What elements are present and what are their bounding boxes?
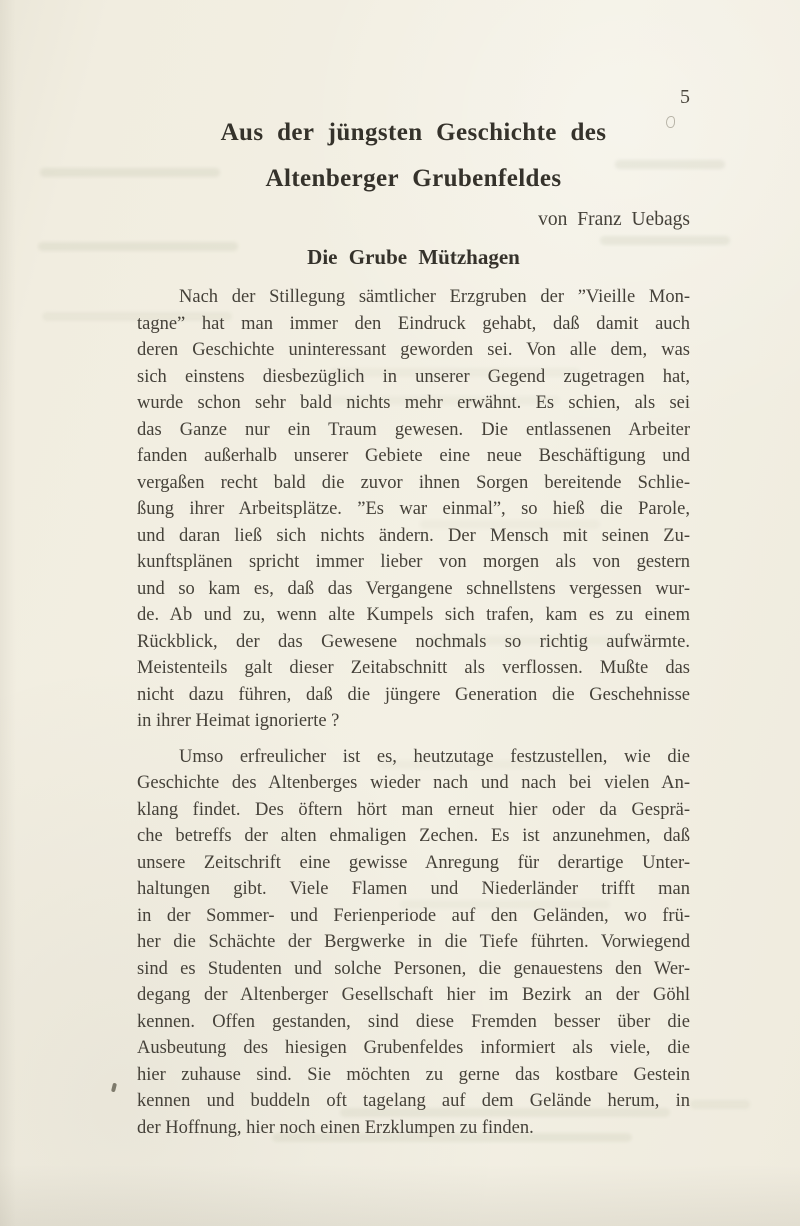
text-line: kennen. Offen gestanden, sind diese Fremden besser über die	[137, 1011, 690, 1032]
byline: von Franz Uebags	[538, 209, 690, 230]
article-body	[137, 284, 690, 1141]
text-line: kennen und buddeln oft tagelang auf dem Gelände herum, in	[137, 1091, 690, 1111]
text-line: in der Sommer- und Ferienperiode auf den Geländen, wo frü-	[137, 905, 690, 926]
text-line: haltungen gibt. Viele Flamen und Niederländer trifft man	[137, 879, 690, 899]
text-line: fanden außerhalb unserer Gebiete eine neue Beschäftigung und	[137, 446, 690, 466]
text-line: tagne” hat man immer den Eindruck gehabt, daß damit auch	[137, 313, 690, 334]
text-line: Geschichte des Altenberges wieder nach und nach bei vielen An-	[137, 773, 690, 793]
text-line: und so kam es, daß das Vergangene schnellstens vergessen wur-	[137, 578, 690, 599]
text-line: de. Ab und zu, wenn alte Kumpels sich trafen, kam es zu einem	[137, 605, 690, 625]
paragraph-1	[137, 284, 690, 735]
article-title-line2: Altenberger Grubenfeldes	[265, 165, 562, 192]
page-number: 5	[680, 86, 690, 108]
section-heading: Die Grube Mützhagen	[307, 245, 520, 269]
paragraph-2	[137, 744, 690, 1142]
text-line: Ausbeutung des hiesigen Grubenfeldes informiert als viele, die	[137, 1038, 690, 1058]
text-line: Nach der Stillegung sämtlicher Erzgruben der ”Vieille Mon-	[179, 287, 690, 307]
text-line: her die Schächte der Bergwerke in die Tiefe führten. Vorwiegend	[137, 932, 690, 952]
article-title	[137, 110, 690, 202]
text-line: ßung ihrer Arbeitsplätze. ”Es war einmal”, so hieß die Parole,	[137, 499, 690, 519]
text-line: wurde schon sehr bald nichts mehr erwähnt. Es schien, als sei	[137, 393, 690, 413]
text-line: sich einstens diesbezüglich in unserer Gegend zugetragen hat,	[137, 366, 690, 387]
text-line: und daran ließ sich nichts ändern. Der Mensch mit seinen Zu-	[137, 525, 690, 546]
text-line: hier zuhause sind. Sie möchten zu gerne das kostbare Gestein	[137, 1064, 690, 1085]
text-line: Umso erfreulicher ist es, heutzutage festzustellen, wie die	[179, 746, 690, 767]
text-line: der Hoffnung, hier noch einen Erzklumpen zu finden.	[137, 1117, 534, 1138]
text-line: das Ganze nur ein Traum gewesen. Die entlassenen Arbeiter	[137, 419, 690, 440]
text-line: kunftsplänen spricht immer lieber von morgen als von gestern	[137, 552, 690, 572]
ink-speck	[111, 1083, 117, 1093]
text-line: Rückblick, der das Gewesene nochmals so richtig aufwärmte.	[137, 631, 690, 652]
text-line: degang der Altenberger Gesellschaft hier im Bezirk an der Göhl	[137, 985, 690, 1005]
text-line: Meistenteils galt dieser Zeitabschnitt als verflossen. Mußte das	[137, 658, 690, 678]
text-line: che betreffs der alten ehmaligen Zechen. Es ist anzunehmen, daß	[137, 826, 690, 846]
text-line: deren Geschichte uninteressant geworden sei. Von alle dem, was	[137, 340, 690, 360]
text-line: in ihrer Heimat ignorierte ?	[137, 711, 340, 731]
text-line: unsere Zeitschrift eine gewisse Anregung für derartige Unter-	[137, 852, 690, 873]
text-line: klang findet. Des öftern hört man erneut hier oder da Gesprä-	[137, 799, 690, 820]
text-line: vergaßen recht bald die zuvor ihnen Sorgen bereitende Schlie-	[137, 472, 690, 493]
article-title-line1: Aus der jüngsten Geschichte des	[220, 119, 607, 146]
text-line: sind es Studenten und solche Personen, die genauestens den Wer-	[137, 958, 690, 979]
text-line: nicht dazu führen, daß die jüngere Generation die Geschehnisse	[137, 684, 690, 705]
